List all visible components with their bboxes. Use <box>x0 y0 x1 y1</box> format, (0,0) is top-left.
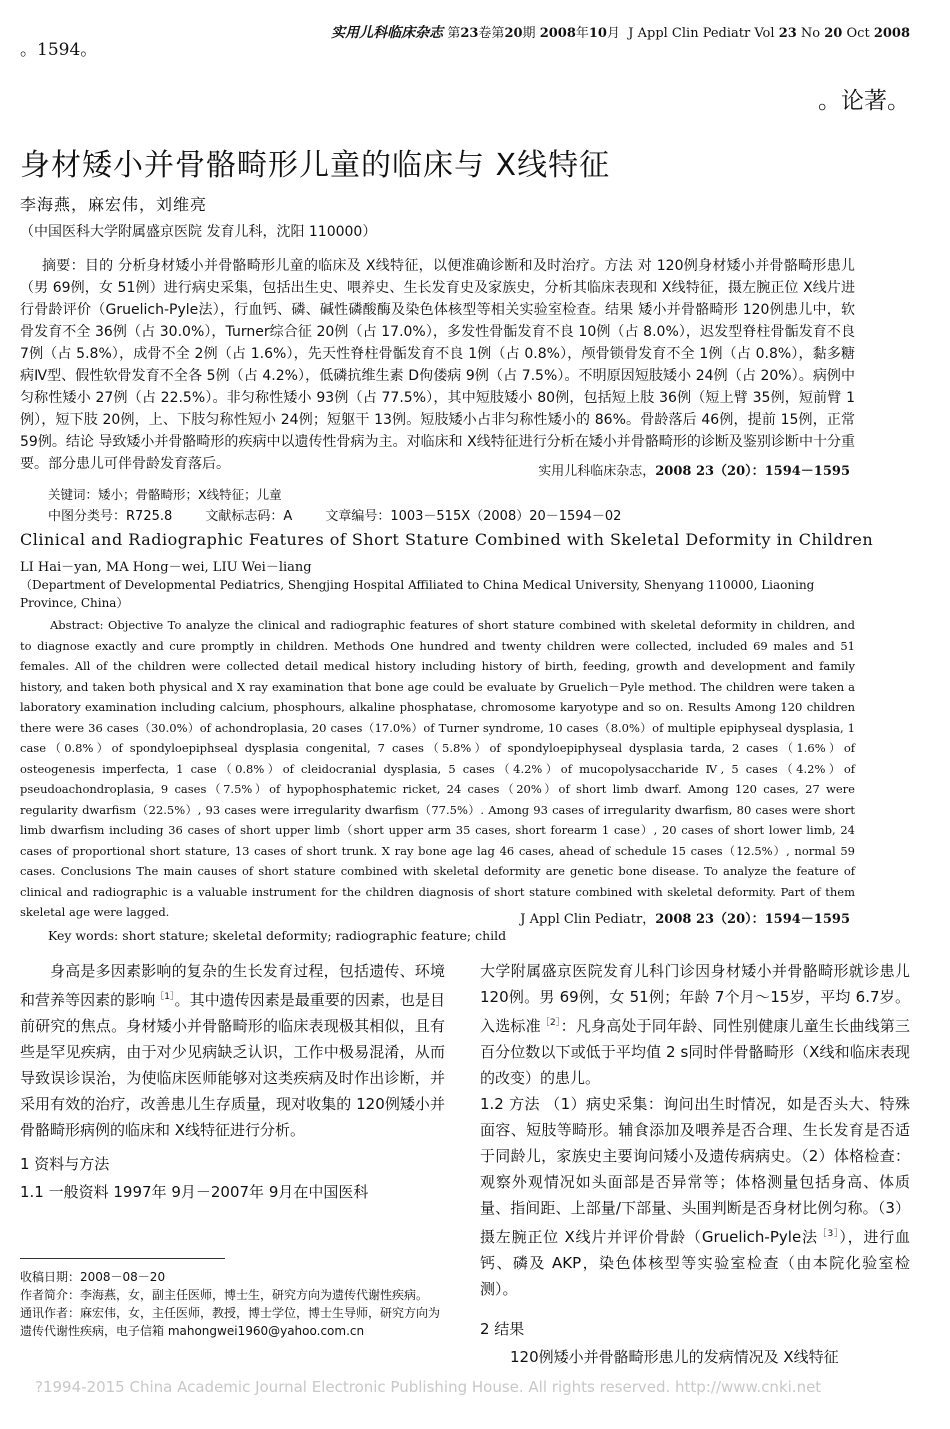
running-header: 实用儿科临床杂志 第23卷第20期 2008年10月 J Appl Clin Pediatr Vol 23 No 20 Oct 2008 <box>331 25 910 41</box>
author-intro: 作者简介：李海燕，女，副主任医师，博士生，研究方向为遗传代谢性疾病。 <box>20 1288 429 1302</box>
reference-marker: ［3］ <box>817 1229 840 1239</box>
reference-marker: ［1］ <box>155 992 175 1002</box>
received-date: 收稿日期：2008－08－20 <box>20 1270 166 1284</box>
footnotes <box>20 1268 450 1340</box>
footnote-divider <box>20 1258 225 1259</box>
affiliation-en: （Department of Developmental Pediatrics, Shengjing Hospital Affiliated to China Medical University, Shenyang 110000, Liaoning Province, China） <box>20 578 815 610</box>
reference-marker: ［2］ <box>540 1018 561 1028</box>
section-label: 。论著。 <box>818 88 910 114</box>
methods-subsection: 1.2 方法 （1）病史采集：询问出生时情况，如是否头大、特殊面容、短肢等畸形。辅食添加及喂养是否合理、生长发育是否适于同龄儿，家族史主要询问矮小及遗传病病史。（2）体格检查：观察外观情况如头面部是否异常等；体格测量包括身高、体质量、指间距、上部量/下部量、头围判断是否身材比例匀称。（3）摄左腕正位 X线片并评价骨龄（Gruelich-Pyle法$^{[3]}$），进行血钙、磷及 AKP，染色体核型等实验室检查（由本院化验室检测）。 <box>480 1095 910 1298</box>
subsection-paragraph: 1.1 一般资料 1997年 9月－2007年 9月在中国医科 <box>20 1183 369 1201</box>
article-title-en: Clinical and Radiographic Features of Short Stature Combined with Skeletal Deformity in Children <box>20 530 874 549</box>
section-heading: 2 结果 <box>480 1320 525 1338</box>
corresponding-author: 通讯作者：麻宏伟，女，主任医师，教授，博士学位，博士生导师，研究方向为遗传代谢性疾病，电子信箱 mahongwei1960@yahoo.com.cn <box>20 1306 441 1338</box>
classification-info: 中图分类号：R725.8 文献标志码：A 文章编号：1003－515X（2008）20－1594－02 <box>48 509 622 524</box>
authors-en: LI Hai－yan, MA Hong－wei, LIU Wei－liang <box>20 560 312 575</box>
abstract-en: Abstract: Objective To analyze the clinical and radiographic features of short stature combined with skeletal deformity in children, and to diagnose exactly and cure promptly in children. Methods One hundred and twenty children were collected, included 69 males and 51 females. All of the children were collected detail medical history including history of birth, feeding, growth and development and family history, and taken both physical and X ray examination that bone age could be evaluate by Gruelich－Pyle method. The children were taken a laboratory examination including calcium, phosphours, alkaline phosphatase, chromosome karyotype and so on. Results Among 120 children there were 36 cases（30.0%）of achondroplasia, 20 cases（17.0%）of Turner syndrome, 10 cases（8.0%）of multiple epiphyseal dysplasia, 1 case（0.8%）of spondyloepiphseal dysplasia congenital, 7 cases（5.8%）of spondyloepiphyseal dysplasia tarda, 2 cases（1.6%）of osteogenesis imperfecta, 1 case（0.8%）of cleidocranial dysplasia, 5 cases（4.2%）of mucopolysaccharide Ⅳ, 5 cases（4.2%）of pseudoachondroplasia, 9 cases（7.5%）of hypophosphatemic ricket, 24 cases（20%）of short limb dwarf. Among 120 cases, 27 were regularity dwarfism（22.5%）, 93 cases were irregularity dwarfism（77.5%）. Among 93 cases of irregularity dwarfism, 80 cases were short limb dwarfism including 36 cases of short upper limb（short upper arm 35 cases, short forearm 1 case）, 20 cases of short lower limb, 24 cases of proportional short stature, 13 cases of short trunk. X ray bone age lag 46 cases, ahead of schedule 15 cases（12.5%）, normal 59 cases. Conclusions The main causes of short stature combined with skeletal deformity are genetic bone disease. To analyze the feature of clinical and radiographic is a valuable instrument for the children diagnosis of short stature combined with skeletal deformity. Part of them skeletal age were lagged. <box>20 618 855 919</box>
body-column-right <box>480 958 910 1370</box>
keywords-en: Key words: short stature; skeletal deformity; radiographic feature; child <box>48 928 507 943</box>
en-journal-name: J Appl Clin Pediatr Vol <box>628 26 775 41</box>
citation-cn: 实用儿科临床杂志，2008 23（20）：1594－1595 <box>538 464 850 479</box>
results-paragraph: 120例矮小并骨骼畸形患儿的发病情况及 X线特征 <box>510 1348 839 1366</box>
methods-paragraph: 大学附属盛京医院发育儿科门诊因身材矮小并骨骼畸形就诊患儿 120例。男 69例，女 51例；年龄 7个月～15岁，平均 6.7岁。入选标准$^{[2]}$：凡身高处于同年龄、同性别健康儿童生长曲线第三百分位数以下或低于平均值 2 s同时伴骨骼畸形（X线和临床表现的改变）的患儿。 <box>480 962 910 1087</box>
abstract-cn: 摘要：目的 分析身材矮小并骨骼畸形儿童的临床及 X线特征，以便准确诊断和及时治疗。方法 对 120例身材矮小并骨骼畸形患儿（男 69例，女 51例）进行病史采集，包括出生史、喂养史、生长发育史及家族史，分析其临床表现和 X线特征，摄左腕正位 X线片进行骨龄评价（Gruelich-Pyle法），行血钙、磷、碱性磷酸酶及染色体核型等相关实验室检查。结果 矮小并骨骼畸形 120例患儿中，软骨发育不全 36例（占 30.0%），Turner综合征 20例（占 17.0%），多发性骨骺发育不良 10例（占 8.0%），迟发型脊柱骨骺发育不良 7例（占 5.8%），成骨不全 2例（占 1.6%），先天性脊柱骨骺发育不良 1例（占 0.8%），颅骨锁骨发育不全 1例（占 0.8%），黏多糖病Ⅳ型、假性软骨发育不全各 5例（占 4.2%），低磷抗维生素 D佝偻病 9例（占 7.5%）。不明原因短肢矮小 24例（占 20%）。病例中匀称性矮小 27例（占 22.5%）。非匀称性矮小 93例（占 77.5%），其中短肢矮小 80例，包括短上肢 36例（短上臂 35例，短前臂 1例），短下肢 20例，上、下肢匀称性短小 24例；短躯干 13例。短肢矮小占非匀称性矮小的 86%。骨龄落后 46例，提前 15例，正常 59例。结论 导致矮小并骨骼畸形的疾病中以遗传性骨病为主。对临床和 X线特征进行分析在矮小并骨骼畸形的诊断及鉴别诊断中十分重要。部分患儿可伴骨龄发育落后。 <box>20 258 855 472</box>
article-title-cn: 身材矮小并骨骼畸形儿童的临床与 X线特征 <box>20 148 611 183</box>
keywords-cn: 关键词：矮小；骨骼畸形；X线特征；儿童 <box>48 487 282 502</box>
authors-cn: 李海燕，麻宏伟，刘维亮 <box>20 195 208 214</box>
page-number: 。1594。 <box>20 40 98 60</box>
body-column-left <box>20 958 445 1205</box>
citation-en: J Appl Clin Pediatr，2008 23（20）：1594－1595 <box>520 912 850 927</box>
copyright-notice: ?1994-2015 China Academic Journal Electronic Publishing House. All rights reserved. http://www.cnki.net <box>35 1378 822 1396</box>
affiliation-cn: （中国医科大学附属盛京医院 发育儿科，沈阳 110000） <box>20 224 377 240</box>
journal-logo: 实用儿科临床杂志 <box>331 25 444 41</box>
intro-paragraph: 身高是多因素影响的复杂的生长发育过程，包括遗传、环境和营养等因素的影响$^{[1]}$。其中遗传因素是最重要的因素，也是目前研究的焦点。身材矮小并骨骼畸形的临床表现极其相似，且有些是罕见疾病，由于对少见病缺乏认识，工作中极易混淆，从而导致误诊误治，为使临床医师能够对这类疾病及时作出诊断，并采用有效的治疗，改善患儿生存质量，现对收集的 120例矮小并骨骼畸形病例的临床和 X线特征进行分析。 <box>20 962 445 1139</box>
section-heading: 1 资料与方法 <box>20 1155 110 1173</box>
